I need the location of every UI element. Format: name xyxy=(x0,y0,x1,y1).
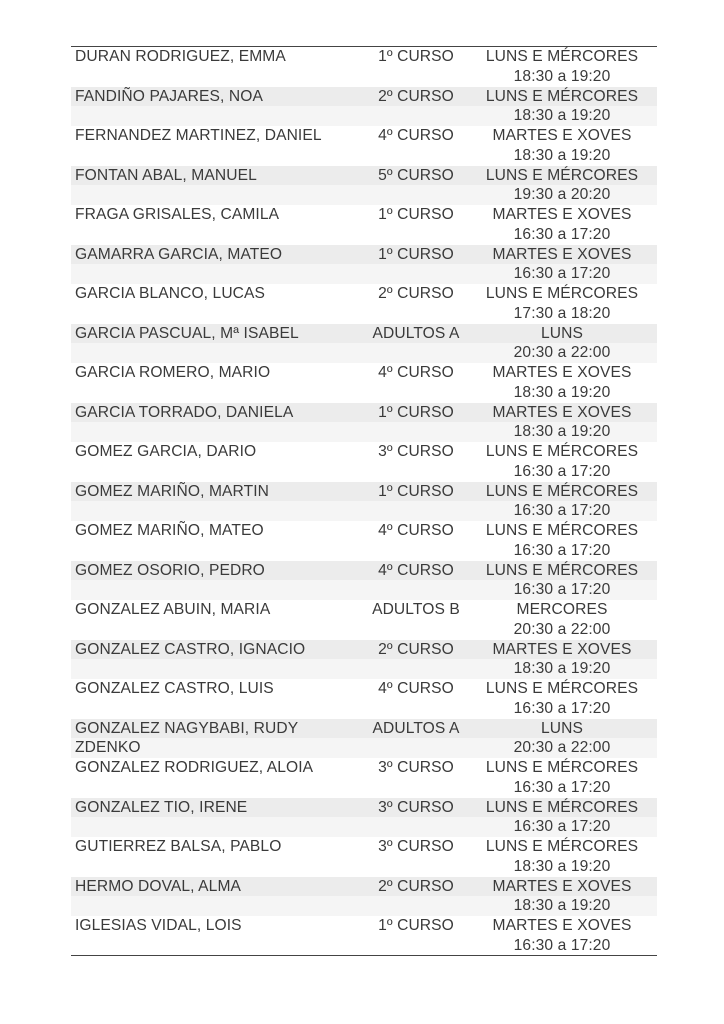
schedule-days: LUNS E MÉRCORES xyxy=(485,285,639,302)
student-name: GARCIA ROMERO, MARIO xyxy=(75,364,271,381)
student-name: GOMEZ OSORIO, PEDRO xyxy=(75,561,265,579)
schedule xyxy=(467,758,657,797)
course-level: ADULTOS A xyxy=(372,719,460,737)
list-item xyxy=(71,640,657,680)
student-name: FANDIÑO PAJARES, NOA xyxy=(75,87,264,105)
schedule xyxy=(467,166,657,205)
schedule-time: 18:30 a 19:20 xyxy=(513,107,611,125)
course-level: 4º CURSO xyxy=(378,680,454,697)
student-name: GARCIA BLANCO, LUCAS xyxy=(75,285,266,302)
list-item xyxy=(71,284,657,324)
student-name: IGLESIAS VIDAL, LOIS xyxy=(75,917,242,934)
course-level: 4º CURSO xyxy=(378,522,454,539)
schedule-time: 17:30 a 18:20 xyxy=(513,304,611,322)
schedule-days: MARTES E XOVES xyxy=(492,917,632,934)
list-item xyxy=(71,600,657,640)
student-name: GONZALEZ ABUIN, MARIA xyxy=(75,601,271,618)
list-item xyxy=(71,521,657,561)
schedule-time: 20:30 a 22:00 xyxy=(513,344,611,362)
schedule-days: MARTES E XOVES xyxy=(492,206,632,223)
schedule-days: MARTES E XOVES xyxy=(492,403,632,421)
student-name: GONZALEZ CASTRO, LUIS xyxy=(75,680,274,697)
schedule xyxy=(467,837,657,876)
list-item xyxy=(71,916,657,956)
student-name: GOMEZ MARIÑO, MARTIN xyxy=(75,482,270,500)
course-level: 3º CURSO xyxy=(378,838,454,855)
schedule-days: MERCORES xyxy=(516,601,608,618)
list-item xyxy=(71,126,657,166)
student-name: GAMARRA GARCIA, MATEO xyxy=(75,245,283,263)
schedule xyxy=(467,877,657,916)
list-item xyxy=(71,442,657,482)
student-name: GARCIA PASCUAL, Mª ISABEL xyxy=(75,324,299,342)
schedule xyxy=(467,363,657,402)
student-list xyxy=(71,47,657,956)
list-item xyxy=(71,561,657,601)
course-level: 4º CURSO xyxy=(378,561,454,579)
student-name: FERNANDEZ MARTINEZ, DANIEL xyxy=(75,127,322,144)
student-name: GUTIERREZ BALSA, PABLO xyxy=(75,838,282,855)
course-level: 2º CURSO xyxy=(378,877,454,895)
list-item xyxy=(71,363,657,403)
list-item xyxy=(71,679,657,719)
course-level: 3º CURSO xyxy=(378,759,454,776)
student-name: HERMO DOVAL, ALMA xyxy=(75,877,242,895)
schedule-days: MARTES E XOVES xyxy=(492,127,632,144)
schedule-time: 18:30 a 19:20 xyxy=(513,857,611,875)
list-item xyxy=(71,798,657,838)
schedule xyxy=(467,442,657,481)
schedule xyxy=(467,916,657,955)
schedule-time: 20:30 a 22:00 xyxy=(513,739,611,757)
course-level: 4º CURSO xyxy=(378,364,454,381)
schedule-days: LUNS E MÉRCORES xyxy=(485,759,639,776)
schedule-days: LUNS E MÉRCORES xyxy=(485,680,639,697)
schedule-days: LUNS E MÉRCORES xyxy=(485,166,639,184)
student-name: GOMEZ GARCIA, DARIO xyxy=(75,443,257,460)
list-item xyxy=(71,837,657,877)
schedule xyxy=(467,245,657,284)
course-level: ADULTOS A xyxy=(372,324,460,342)
schedule xyxy=(467,798,657,837)
schedule xyxy=(467,324,657,363)
list-item xyxy=(71,245,657,285)
schedule xyxy=(467,561,657,600)
schedule xyxy=(467,87,657,126)
course-level: 1º CURSO xyxy=(378,403,454,421)
schedule-time: 20:30 a 22:00 xyxy=(513,620,611,638)
bottom-rule xyxy=(71,955,657,956)
student-name: GONZALEZ RODRIGUEZ, ALOIA xyxy=(75,759,314,776)
schedule-days: MARTES E XOVES xyxy=(492,877,632,895)
schedule xyxy=(467,640,657,679)
schedule-days: LUNS xyxy=(541,719,583,737)
schedule-days: LUNS E MÉRCORES xyxy=(485,48,639,65)
list-item xyxy=(71,403,657,443)
list-item xyxy=(71,47,657,87)
schedule-time: 16:30 a 17:20 xyxy=(513,818,611,836)
schedule xyxy=(467,600,657,639)
list-item xyxy=(71,205,657,245)
list-item xyxy=(71,719,657,759)
schedule-days: MARTES E XOVES xyxy=(492,245,632,263)
student-name: GOMEZ MARIÑO, MATEO xyxy=(75,522,264,539)
course-level: 3º CURSO xyxy=(378,443,454,460)
schedule-time: 16:30 a 17:20 xyxy=(513,541,611,559)
schedule-days: MARTES E XOVES xyxy=(492,640,632,658)
student-name: GONZALEZ NAGYBABI, RUDY ZDENKO xyxy=(75,719,298,757)
list-item xyxy=(71,166,657,206)
schedule-time: 16:30 a 17:20 xyxy=(513,581,611,599)
list-item xyxy=(71,482,657,522)
course-level: 4º CURSO xyxy=(378,127,454,144)
course-level: 2º CURSO xyxy=(378,87,454,105)
schedule-time: 18:30 a 19:20 xyxy=(513,67,611,85)
schedule xyxy=(467,403,657,442)
schedule xyxy=(467,719,657,758)
schedule xyxy=(467,679,657,718)
list-item xyxy=(71,324,657,364)
schedule-days: LUNS E MÉRCORES xyxy=(485,482,639,500)
schedule-time: 16:30 a 17:20 xyxy=(513,699,611,717)
schedule-time: 16:30 a 17:20 xyxy=(513,936,611,954)
list-item xyxy=(71,758,657,798)
student-name: GARCIA TORRADO, DANIELA xyxy=(75,403,294,421)
student-name: GONZALEZ TIO, IRENE xyxy=(75,798,248,816)
schedule-time: 16:30 a 17:20 xyxy=(513,225,611,243)
student-name: FONTAN ABAL, MANUEL xyxy=(75,166,257,184)
schedule-time: 16:30 a 17:20 xyxy=(513,502,611,520)
course-level: 1º CURSO xyxy=(378,482,454,500)
schedule-days: LUNS E MÉRCORES xyxy=(485,443,639,460)
schedule-time: 16:30 a 17:20 xyxy=(513,265,611,283)
schedule xyxy=(467,482,657,521)
schedule-time: 19:30 a 20:20 xyxy=(513,186,611,204)
schedule-days: LUNS E MÉRCORES xyxy=(485,561,639,579)
list-item xyxy=(71,87,657,127)
course-level: 1º CURSO xyxy=(378,245,454,263)
course-level: ADULTOS B xyxy=(372,601,460,618)
schedule-time: 18:30 a 19:20 xyxy=(513,423,611,441)
schedule-time: 18:30 a 19:20 xyxy=(513,660,611,678)
schedule-days: LUNS E MÉRCORES xyxy=(485,838,639,855)
course-level: 3º CURSO xyxy=(378,798,454,816)
schedule xyxy=(467,47,657,86)
schedule-time: 16:30 a 17:20 xyxy=(513,778,611,796)
student-name: DURAN RODRIGUEZ, EMMA xyxy=(75,48,286,65)
schedule-days: LUNS E MÉRCORES xyxy=(485,522,639,539)
course-level: 1º CURSO xyxy=(378,48,454,65)
schedule-days: LUNS xyxy=(541,324,583,342)
schedule-time: 18:30 a 19:20 xyxy=(513,897,611,915)
schedule xyxy=(467,521,657,560)
schedule-time: 16:30 a 17:20 xyxy=(513,462,611,480)
student-name: GONZALEZ CASTRO, IGNACIO xyxy=(75,640,306,658)
schedule xyxy=(467,126,657,165)
schedule xyxy=(467,205,657,244)
schedule-days: LUNS E MÉRCORES xyxy=(485,798,639,816)
schedule xyxy=(467,284,657,323)
course-level: 5º CURSO xyxy=(378,166,454,184)
student-name: FRAGA GRISALES, CAMILA xyxy=(75,206,280,223)
schedule-time: 18:30 a 19:20 xyxy=(513,146,611,164)
course-level: 2º CURSO xyxy=(378,285,454,302)
course-level: 1º CURSO xyxy=(378,917,454,934)
schedule-days: LUNS E MÉRCORES xyxy=(485,87,639,105)
list-item xyxy=(71,877,657,917)
schedule-time: 18:30 a 19:20 xyxy=(513,383,611,401)
course-level: 2º CURSO xyxy=(378,640,454,658)
course-level: 1º CURSO xyxy=(378,206,454,223)
schedule-days: MARTES E XOVES xyxy=(492,364,632,381)
